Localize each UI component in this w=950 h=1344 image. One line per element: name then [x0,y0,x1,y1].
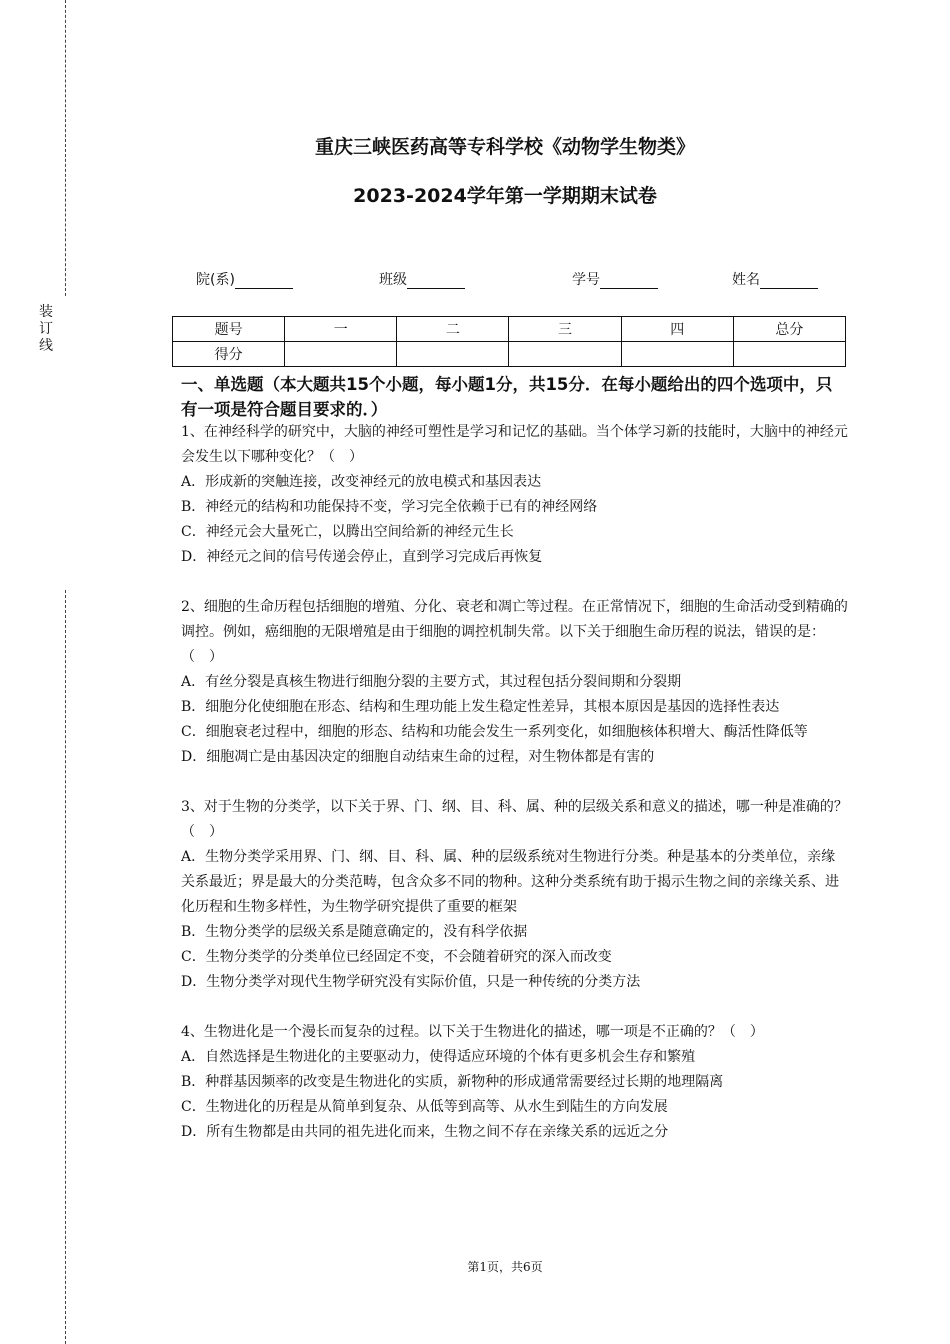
class-field[interactable] [379,269,465,289]
answer-option: C．生物分类学的分类单位已经固定不变，不会随着研究的深入而改变 [181,949,612,965]
dept-field[interactable] [196,269,293,289]
questions-container [181,420,849,1145]
score-header-cell: 一 [285,317,397,342]
score-header-cell: 三 [509,317,621,342]
binding-char: 线 [39,338,53,354]
exam-title-line1: 重庆三峡医药高等专科学校《动物学生物类》 [314,136,695,158]
question-stem: 1、在神经科学的研究中，大脑的神经可塑性是学习和记忆的基础。当个体学习新的技能时，大脑中的神经元会发生以下哪种变化？（ ） [181,424,848,465]
question [181,1020,849,1145]
score-table-header-row [173,317,846,342]
answer-option: A．自然选择是生物进化的主要驱动力，使得适应环境的个体有更多机会生存和繁殖 [181,1049,696,1065]
binding-char: 装 [39,304,53,320]
section-heading: 一、单选题（本大题共15个小题，每小题1分，共15分．在每小题给出的四个选项中，只有一项是符合题目要求的．） [181,375,833,419]
score-cell[interactable] [397,342,509,367]
answer-option: D．所有生物都是由共同的祖先进化而来，生物之间不存在亲缘关系的远近之分 [181,1124,669,1140]
question [181,595,849,770]
score-header-cell: 总分 [733,317,845,342]
binding-char: 订 [39,321,53,337]
answer-option: A．形成新的突触连接，改变神经元的放电模式和基因表达 [181,474,542,490]
score-table-score-row [173,342,846,367]
student-id-field[interactable] [572,269,658,289]
score-header-cell: 题号 [173,317,285,342]
score-cell[interactable] [621,342,733,367]
dept-label: 院(系) [196,272,235,288]
dept-blank[interactable] [235,274,293,289]
question-stem: 3、对于生物的分类学，以下关于界、门、纲、目、科、属、种的层级关系和意义的描述，哪一种是准确的？（ ） [181,799,848,840]
answer-option: C．细胞衰老过程中，细胞的形态、结构和功能会发生一系列变化，如细胞核体积增大、酶活性降低等 [181,724,808,740]
answer-option: C．神经元会大量死亡，以腾出空间给新的神经元生长 [181,524,514,540]
answer-option: A．有丝分裂是真核生物进行细胞分裂的主要方式，其过程包括分裂间期和分裂期 [181,674,682,690]
question [181,420,849,570]
class-blank[interactable] [407,274,465,289]
exam-title-line2: 2023-2024学年第一学期期末试卷 [353,185,657,207]
answer-option: B．生物分类学的层级关系是随意确定的，没有科学依据 [181,924,528,940]
answer-option: A．生物分类学采用界、门、纲、目、科、属、种的层级系统对生物进行分类。种是基本的分类单位，亲缘关系最近；界是最大的分类范畴，包含众多不同的物种。这种分类系统有助于揭示生物之间的亲缘关系、进化历程和生物多样性，为生物学研究提供了重要的框架 [181,849,839,915]
page-footer: 第1页，共6页 [467,1260,543,1274]
score-row-label: 得分 [173,342,285,367]
binding-dashed-line-bottom [65,590,66,1344]
answer-option: D．细胞凋亡是由基因决定的细胞自动结束生命的过程，对生物体都是有害的 [181,749,655,765]
question-stem: 2、细胞的生命历程包括细胞的增殖、分化、衰老和凋亡等过程。在正常情况下，细胞的生命活动受到精确的调控。例如，癌细胞的无限增殖是由于细胞的调控机制失常。以下关于细胞生命历程的说法，错误的是：（ ） [181,599,848,665]
class-label: 班级 [379,272,407,288]
answer-option: D．生物分类学对现代生物学研究没有实际价值，只是一种传统的分类方法 [181,974,641,990]
answer-option: B．种群基因频率的改变是生物进化的实质，新物种的形成通常需要经过长期的地理隔离 [181,1074,724,1090]
student-id-label: 学号 [572,272,600,288]
question-stem: 4、生物进化是一个漫长而复杂的过程。以下关于生物进化的描述，哪一项是不正确的？（ ） [181,1024,764,1040]
answer-option: C．生物进化的历程是从简单到复杂、从低等到高等、从水生到陆生的方向发展 [181,1099,668,1115]
question [181,795,849,995]
score-cell[interactable] [509,342,621,367]
name-blank[interactable] [760,274,818,289]
score-cell[interactable] [733,342,845,367]
answer-option: D．神经元之间的信号传递会停止，直到学习完成后再恢复 [181,549,543,565]
answer-option: B．神经元的结构和功能保持不变，学习完全依赖于已有的神经网络 [181,499,598,515]
name-label: 姓名 [732,272,760,288]
name-field[interactable] [732,269,818,289]
binding-label [37,304,55,355]
score-header-cell: 四 [621,317,733,342]
answer-option: B．细胞分化使细胞在形态、结构和生理功能上发生稳定性差异，其根本原因是基因的选择性表达 [181,699,780,715]
score-cell[interactable] [285,342,397,367]
student-id-blank[interactable] [600,274,658,289]
score-header-cell: 二 [397,317,509,342]
score-table [172,316,846,367]
